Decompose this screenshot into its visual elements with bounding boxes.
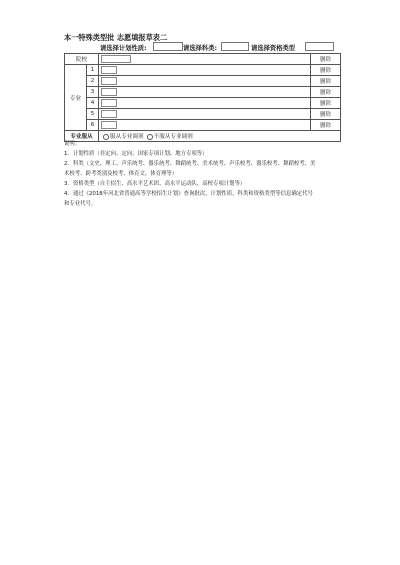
major-delete-button[interactable]: 删除 [311,120,341,131]
school-row [65,54,341,65]
major-delete-button[interactable]: 删除 [311,65,341,76]
subject-type-label: 请选择科类: [183,45,218,52]
notes-section [64,139,348,209]
major-delete-button[interactable]: 删除 [311,87,341,98]
qualification-type-select[interactable] [305,42,334,51]
selector-row [64,42,340,51]
school-input[interactable] [101,55,131,63]
major-number: 5 [87,109,99,120]
major-number: 4 [87,98,99,109]
major-row [65,120,341,131]
major-row [65,76,341,87]
major-input[interactable] [101,66,117,74]
major-row [65,109,341,120]
school-label: 院校 [65,54,99,65]
note-line: 4．通过《2018年河北省普通高等学校招生计划》查询批次、计划性质、科类和资格类型等信息确定代号 [64,191,313,197]
major-input[interactable] [101,121,117,129]
major-number: 2 [87,76,99,87]
subject-type-select[interactable] [221,42,249,51]
major-row [65,87,341,98]
qualification-type-label: 请选择资格类型 [251,45,296,52]
major-number: 3 [87,87,99,98]
plan-type-label: 请选择计划性质: [100,45,147,52]
major-number: 1 [87,65,99,76]
major-row [65,65,341,76]
school-cell [99,54,311,65]
note-line: 2．科类（文史、理工、声乐统考、器乐统考、舞蹈统考、美术统考、声乐校考、器乐校考、舞蹈校考、美 [64,161,316,167]
obey-label: 专业服从 [65,131,99,142]
major-input[interactable] [101,88,117,96]
major-delete-button[interactable]: 删除 [311,98,341,109]
note-line: 和专业代号。 [64,201,97,207]
major-number: 6 [87,120,99,131]
major-input[interactable] [101,110,117,118]
note-line: 1．计划性质（非定向、定向、国家专项计划、地方专项等） [64,151,208,157]
note-line: 3．资格类型（自主招生、高水平艺术团、高水平运动队、高校专项计划等） [64,181,246,187]
school-delete-button[interactable]: 删除 [311,54,341,65]
obey-option-label: 服从专业调剂 [110,134,144,140]
major-delete-button[interactable]: 删除 [311,76,341,87]
major-row [65,98,341,109]
major-label: 专业 [65,65,87,131]
major-input[interactable] [101,77,117,85]
application-table [64,53,341,142]
note-line: 术校考、跨考类别及校考、体育文、体育理等） [64,171,178,177]
major-input[interactable] [101,99,117,107]
major-delete-button[interactable]: 删除 [311,109,341,120]
page-title: 本一特殊类型批 志愿填报草表二 [64,33,168,42]
not-obey-option-label: 不服从专业调剂 [153,134,193,140]
notes-heading: 说明： [64,141,81,147]
plan-type-select[interactable] [153,42,183,51]
